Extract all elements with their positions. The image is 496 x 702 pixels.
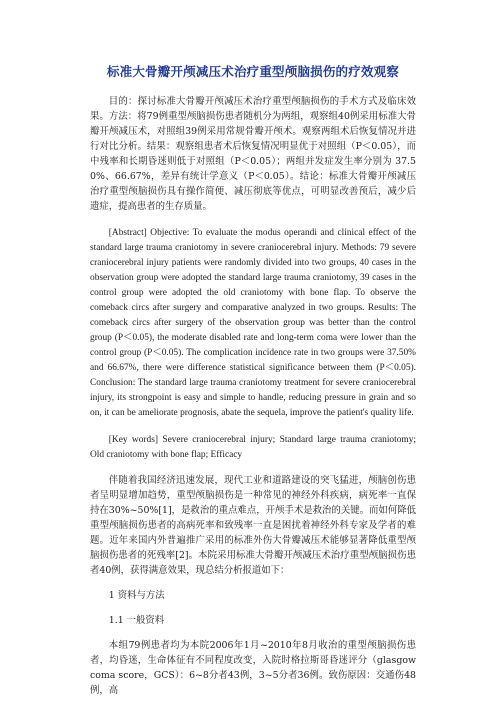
section-heading-materials-methods: 1 资料与方法 — [108, 590, 165, 601]
abstract-english: [Abstract] Objective: To evaluate the modus operandi and clinical effect of the standard large trauma craniotomy in severe craniocerebral injury. Methods: 79 severe craniocerebral injury patients were randomly divided into two groups, 40 cases in the observation group were adopted the standard large trauma craniotomy, 39 cases in the control group were adopted the old craniotomy with bone flap. To observe the comeback circs after surgery and comparative analyzed in two groups. Results: The comeback circs after surgery of the observation group was better than the control group (P＜0.05), the moderate disabled rate and long-term coma were lower than the control group (P＜0.05). The complication incidence rate in two groups were 37.50% and 66.67%, there were difference statistical significance between them (P＜0.05). Conclusion: The standard large trauma craniotomy treatment for severe craniocerebral injury, its strongpoint is easy and simple to handle, reducing pressure in grain and so on, it can be ameliorate prognosis, abate the sequela, improve the patient's quality life. — [90, 228, 416, 418]
introduction-paragraph: 伴随着我国经济迅速发展，现代工业和道路建设的突飞猛进，颅脑创伤患者呈明显增加趋势，重型颅脑损伤是一种常见的神经外科疾病，病死率一直保持在30%~50%[1]，是救治的重点难点，开颅手术是救治的关键。而如何降低重型颅脑损伤患者的高病死率和致残率一直是困扰着神经外科专家及学者的难题。近年来国内外普遍推广采用的标准外伤大骨瓣减压术能够显著降低重型颅脑损伤患者的死残率[2]。本院采用标准大骨瓣开颅减压术治疗重型颅脑损伤患者40例，获得满意效果，现总结分析报道如下： — [90, 475, 416, 576]
subsection-heading-general-data: 1.1 一般资料 — [108, 615, 165, 626]
general-data-paragraph: 本组79例患者均为本院2006年1月~2010年8月收治的重型颅脑损伤患者，均昏迷，生命体征有不同程度改变，入院时格拉斯哥昏迷评分（glasgow coma score，GCS）：6~8分者43例，3~5分者36例。致伤原因：交通伤48例，高 — [90, 640, 416, 696]
keywords-english: [Key words] Severe craniocerebral injury; Standard large trauma craniotomy; Old craniotomy with bone flap; Efficacy — [90, 435, 416, 460]
abstract-chinese: 目的：探讨标准大骨瓣开颅减压术治疗重型颅脑损伤的手术方式及临床效果。方法：将79例重型颅脑损伤患者随机分为两组，观察组40例采用标准大骨瓣开颅减压术，对照组39例采用常规骨瓣开颅术。观察两组术后恢复情况并进行对比分析。结果：观察组患者术后恢复情况明显优于对照组（P＜0.05），而中残率和长期昏迷则低于对照组（P＜0.05）；两组并发症发生率分别为 37.50%、66.67%，差异有统计学意义（P＜0.05）。结论：标准大骨瓣开颅减压治疗重型颅脑损伤具有操作简便、减压彻底等优点，可明显改善预后，减少后遗症，提高患者的生存质量。 — [90, 96, 416, 212]
paper-title: 标准大骨瓣开颅减压术治疗重型颅脑损伤的疗效观察 — [106, 64, 400, 79]
